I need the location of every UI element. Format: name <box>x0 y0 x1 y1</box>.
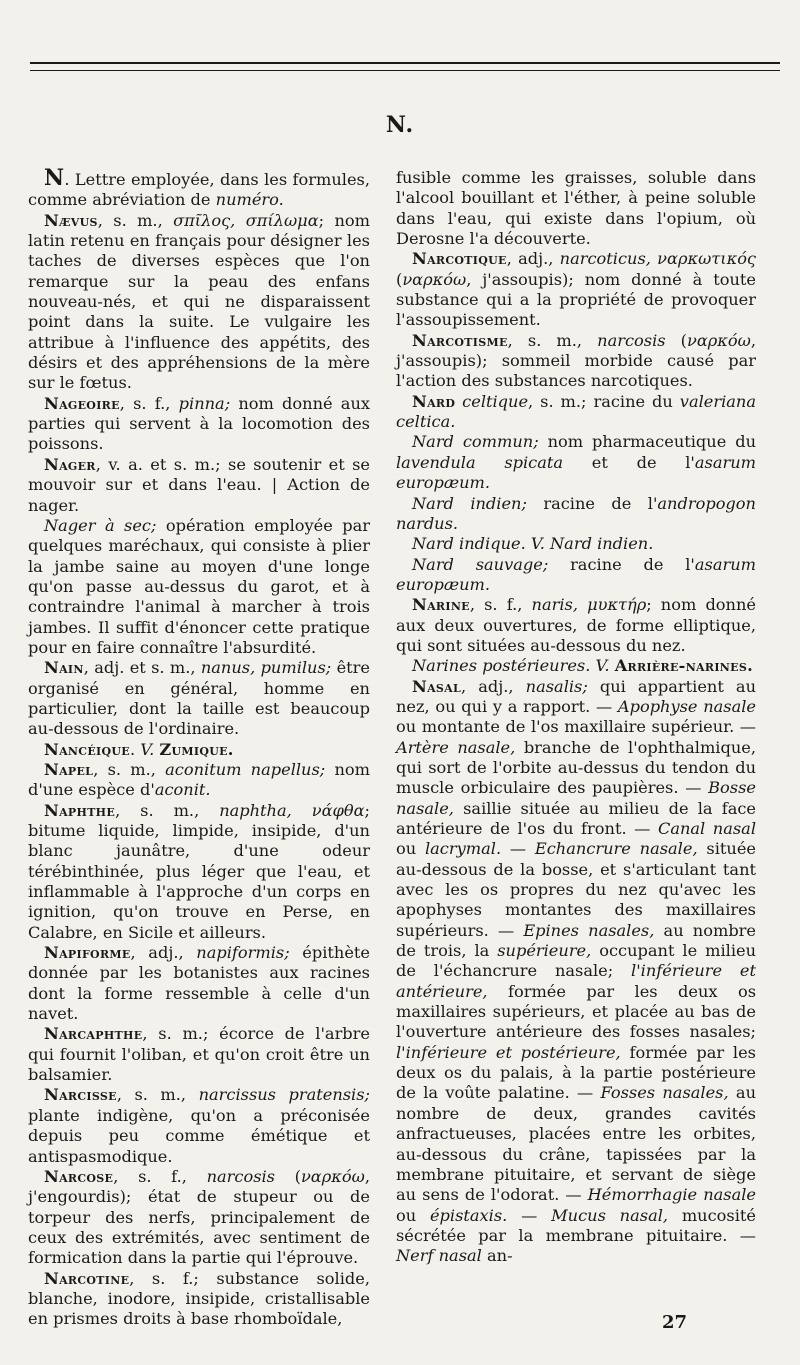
entry-text: , s. f., <box>469 595 532 615</box>
entry-italic-term: narcosis <box>206 1166 275 1186</box>
entry-text: , s. m.; racine du <box>528 391 680 411</box>
dictionary-entry <box>28 1024 370 1085</box>
entry-italic-term: aconitum napellus; <box>165 759 326 779</box>
dictionary-entry <box>28 658 370 739</box>
entry-italic-term: Apophyse nasale <box>617 696 756 716</box>
entry-italic-term: Fosses nasales, <box>600 1083 729 1103</box>
entry-text: , s. m., <box>116 1085 199 1105</box>
entry-headword: Narcotique <box>412 249 507 269</box>
right-column <box>396 168 756 1267</box>
entry-text: ( <box>274 1166 301 1186</box>
dictionary-entry <box>396 494 756 535</box>
entry-italic-term: naris, μυκτήρ <box>531 595 647 615</box>
entry-text: , s. m., <box>97 210 174 230</box>
entry-text: fusible comme les graisses, soluble dans l'alcool bouillant et l'éther, à peine soluble dans l'eau, qui existe dans l'opium, où Derosne l'a découverte. <box>396 168 756 249</box>
entry-text: ; nom latin retenu en français pour désigner les taches de diverses espèces que l'on remarque sur la peau des enfans nouveau-nés, et qui ne disparaissent point dans la suite. Le vulgaire les attribue à l'influence des appétits, des désirs et des appréhensions de la mère sur le fœtus. <box>28 210 370 393</box>
dictionary-entry <box>396 249 756 330</box>
entry-text: ( <box>396 269 403 289</box>
page-number: 27 <box>662 1312 688 1333</box>
entry-text: , s. f., <box>113 1166 207 1186</box>
entry-text: et de l' <box>563 452 695 472</box>
dictionary-entry <box>396 677 756 1267</box>
entry-italic-term: Bosse nasale, <box>396 778 756 818</box>
entry-headword: Nancéique <box>44 739 130 759</box>
dictionary-entry <box>28 760 370 801</box>
entry-text: formée par les deux os maxillaires supérieurs, et placée au bas de l'ouverture antérieure des fosses nasales; <box>396 981 756 1042</box>
entry-headword: Napel <box>44 759 94 779</box>
entry-text: au nombre de deux, grandes cavités anfractueuses, placées entre les orbites, au-dessous du crâne, tapissées par la membrane pituitaire, et servant de siège au sens de l'odorat. — <box>396 1083 757 1205</box>
entry-text: — <box>501 839 535 859</box>
entry-text: nom donné aux parties qui servent à la locomotion des poissons. <box>28 393 370 454</box>
dictionary-entry <box>28 516 370 658</box>
entry-headword: Nageoire <box>44 393 120 413</box>
entry-italic-term: nanus, pumilus; <box>200 658 332 678</box>
entry-headword: Narcisse <box>44 1085 117 1105</box>
entry-italic-term: V. <box>140 739 155 759</box>
entry-italic-term: ναρκόω <box>686 330 751 350</box>
entry-text: , s. m., <box>507 330 598 350</box>
entry-text: ; nom donné aux deux ouvertures, de forme elliptique, qui sont situées au-dessous du nez. <box>396 595 756 655</box>
dictionary-entry <box>396 555 756 596</box>
entry-text: racine de l' <box>526 493 658 513</box>
entry-text: occupant le milieu de l'échancrure nasale; <box>396 941 756 981</box>
entry-italic-term: ναρκόω <box>402 269 467 289</box>
entry-italic-term: valeriana celtica. <box>396 391 756 432</box>
entry-text: , j'assoupis); sommeil morbide causé par l'action des substances narcotiques. <box>396 330 756 391</box>
entry-italic-term: l'inférieure et postérieure, <box>396 1042 621 1062</box>
entry-italic-term: σπῖλος, σπίλωμα <box>173 210 319 230</box>
entry-italic-term: narcosis <box>597 330 666 350</box>
entry-text: ( <box>665 330 687 350</box>
dictionary-entry <box>396 656 756 676</box>
entry-text: être organisé en général, homme en particulier, dont la taille est beaucoup au-dessous de l'ordinaire. <box>28 658 370 739</box>
entry-italic-term: numéro. <box>215 190 284 210</box>
entry-cross-reference: Arrière-narines. <box>614 656 753 676</box>
entry-italic-term: Nerf nasal <box>396 1246 482 1266</box>
dictionary-entry <box>28 801 370 943</box>
entry-text: nom d'une espèce d' <box>28 759 370 800</box>
entry-text: ou <box>396 839 425 859</box>
entry-text: opération employée par quelques maréchaux, qui consiste à plier la jambe saine au moyen d'une longe qu'on passe au-dessus du garot, et à contraindre l'animal à marcher à trois jambes. Il suffit d'énoncer cette pratique pour en faire connaître l'absurdité. <box>28 515 370 657</box>
entry-text: plante indigène, qu'on a préconisée depuis peu comme émétique et antispasmodique. <box>28 1105 370 1166</box>
entry-italic-term: lavendula spicata <box>396 452 564 472</box>
entry-text: . Lettre employée, dans les formules, comme abréviation de <box>28 170 370 210</box>
entry-italic-term: narcissus pratensis; <box>198 1085 370 1105</box>
entry-italic-term: napiformis; <box>196 943 290 963</box>
entry-text: formée par les deux os du palais, à la partie postérieure de la voûte palatine. — <box>396 1042 756 1103</box>
entry-headword: Naphthe <box>44 800 116 820</box>
entry-italic-term: naphtha, νάφθα <box>219 800 365 820</box>
entry-text: branche de l'ophthalmique, qui sort de l'orbite au-dessus du tendon du muscle orbiculaire des paupières. — <box>396 737 756 798</box>
entry-headword: Narine <box>412 595 470 615</box>
entry-text: an- <box>481 1246 513 1266</box>
entry-italic-term: Artère nasale, <box>396 737 516 757</box>
entry-headword: Nard <box>412 391 456 411</box>
entry-italic-term: Narines postérieures. V. <box>412 656 610 676</box>
entry-text: nom pharmaceutique du <box>538 432 756 452</box>
dictionary-entry <box>396 331 756 392</box>
entry-headword: Nager <box>44 454 96 474</box>
dictionary-entry <box>396 168 756 249</box>
entry-italic-term: Nard indien; <box>412 493 527 513</box>
top-rule-thin <box>30 70 780 71</box>
entry-text: — <box>507 1205 552 1225</box>
dictionary-entry <box>396 392 756 433</box>
entry-headword: Nævus <box>44 210 98 230</box>
entry-headword: Napiforme <box>44 943 131 963</box>
entry-text: , s. m., <box>115 800 220 820</box>
entry-italic-term: pinna; <box>178 393 231 413</box>
entry-italic-term: Nard sauvage; <box>412 554 549 574</box>
entry-text: , j'assoupis); nom donné à toute substance qui a la propriété de provoquer l'assoupissement. <box>396 269 756 330</box>
entry-text: , adj. et s. m., <box>83 658 201 678</box>
entry-text: mucosité sécrétée par la membrane pituitaire. — <box>396 1205 756 1245</box>
entry-text: au nombre de trois, la <box>396 920 756 961</box>
section-letter-heading: N. <box>385 112 415 138</box>
entry-italic-term: aconit. <box>154 780 211 800</box>
entry-italic-term: ναρκόω <box>300 1166 365 1186</box>
entry-text: qui appartient au nez, ou qui y a rapport. — <box>396 676 757 716</box>
entry-text: , j'engourdis); état de stupeur ou de torpeur des nerfs, principalement de ceux des extrémités, avec sentiment de formication dans la partie qui l'éprouve. <box>28 1166 370 1268</box>
entry-italic-term: narcoticus, ναρκωτικός <box>559 249 757 269</box>
dictionary-entry <box>28 211 370 394</box>
dictionary-entry <box>396 534 756 554</box>
dictionary-entry <box>28 165 370 211</box>
entry-italic-term: Nard commun; <box>412 432 539 452</box>
left-column <box>28 165 370 1330</box>
entry-headword: Narcaphthe <box>44 1024 143 1044</box>
entry-italic-term: andropogon nardus. <box>396 493 756 533</box>
entry-italic-term: Nager à sec; <box>44 515 157 535</box>
entry-italic-term: Hémorrhagie nasale <box>587 1185 756 1205</box>
entry-italic-term: asarum europæum. <box>396 452 756 493</box>
entry-italic-term: lacrymal. <box>424 839 502 859</box>
dictionary-entry <box>28 1167 370 1269</box>
entry-text: , s. f.; substance solide, blanche, inodore, insipide, cristallisable en prismes droits à base rhomboïdale, <box>28 1268 370 1329</box>
entry-text: , s. m.; écorce de l'arbre qui fournit l'oliban, et qu'on croit être un balsamier. <box>28 1024 370 1085</box>
entry-text: racine de l' <box>548 554 695 574</box>
entry-italic-term: Echancrure nasale, <box>534 839 698 859</box>
dictionary-entry <box>396 595 756 656</box>
entry-italic-term: l'inférieure et antérieure, <box>396 961 756 1001</box>
entry-italic-term: Canal nasal <box>657 819 757 838</box>
entry-text: , adj., <box>130 943 197 963</box>
entry-text: située au-dessous de la bosse, et s'articulant tant avec les os propres du nez qu'avec les apophyses montantes des maxillaires supérieurs. — <box>396 839 756 940</box>
entry-italic-term: Epines nasales, <box>523 920 655 940</box>
entry-text: ou montante de l'os maxillaire supérieur. — <box>396 717 756 737</box>
entry-italic-term: supérieure, <box>497 941 592 961</box>
entry-text: , s. f., <box>119 393 179 413</box>
entry-text: . <box>129 739 141 759</box>
entry-italic-term: épistaxis. <box>429 1205 508 1225</box>
entry-text: ; bitume liquide, limpide, insipide, d'un blanc jaunâtre, d'une odeur térébinthinée, plus léger que l'eau, et inflammable à l'approche d'un corps en ignition, qu'on trouve en Perse, en Calabre, en Sicile et ailleurs. <box>28 800 370 942</box>
entry-headword: Narcotisme <box>412 330 508 350</box>
dictionary-entry <box>28 1269 370 1330</box>
dictionary-entry <box>28 943 370 1024</box>
dictionary-entry <box>28 394 370 455</box>
entry-text: épithète donnée par les botanistes aux racines dont la forme ressemble à celle d'un navet. <box>28 943 370 1024</box>
entry-italic-term: asarum europæum. <box>396 554 756 594</box>
dictionary-entry <box>28 1085 370 1166</box>
entry-italic-term: Nard indique. V. Nard indien. <box>412 534 654 554</box>
entry-text: ou <box>396 1205 430 1225</box>
entry-text: , adj., <box>461 676 526 696</box>
entry-text: , v. a. et s. m.; se soutenir et se mouvoir sur et dans l'eau. | Action de nager. <box>28 454 370 515</box>
top-rule <box>30 62 780 64</box>
entry-cross-reference: Zumique. <box>159 739 234 759</box>
entry-headword: Nasal <box>412 676 462 696</box>
entry-headword: Nain <box>44 658 84 678</box>
entry-text: , s. m., <box>93 759 166 779</box>
entry-italic-term: nasalis; <box>525 676 588 696</box>
dictionary-entry <box>28 455 370 516</box>
entry-italic-term: Mucus nasal, <box>551 1205 669 1225</box>
entry-text: saillie située au milieu de la face antérieure de l'os du front. — <box>396 798 756 838</box>
dictionary-entry <box>396 432 756 493</box>
entry-italic-term: celtique <box>462 391 529 411</box>
entry-text: , adj., <box>506 249 560 269</box>
dictionary-entry <box>28 740 370 760</box>
entry-headword: N <box>44 165 65 191</box>
entry-headword: Narcose <box>44 1166 114 1186</box>
entry-headword: Narcotine <box>44 1268 130 1288</box>
